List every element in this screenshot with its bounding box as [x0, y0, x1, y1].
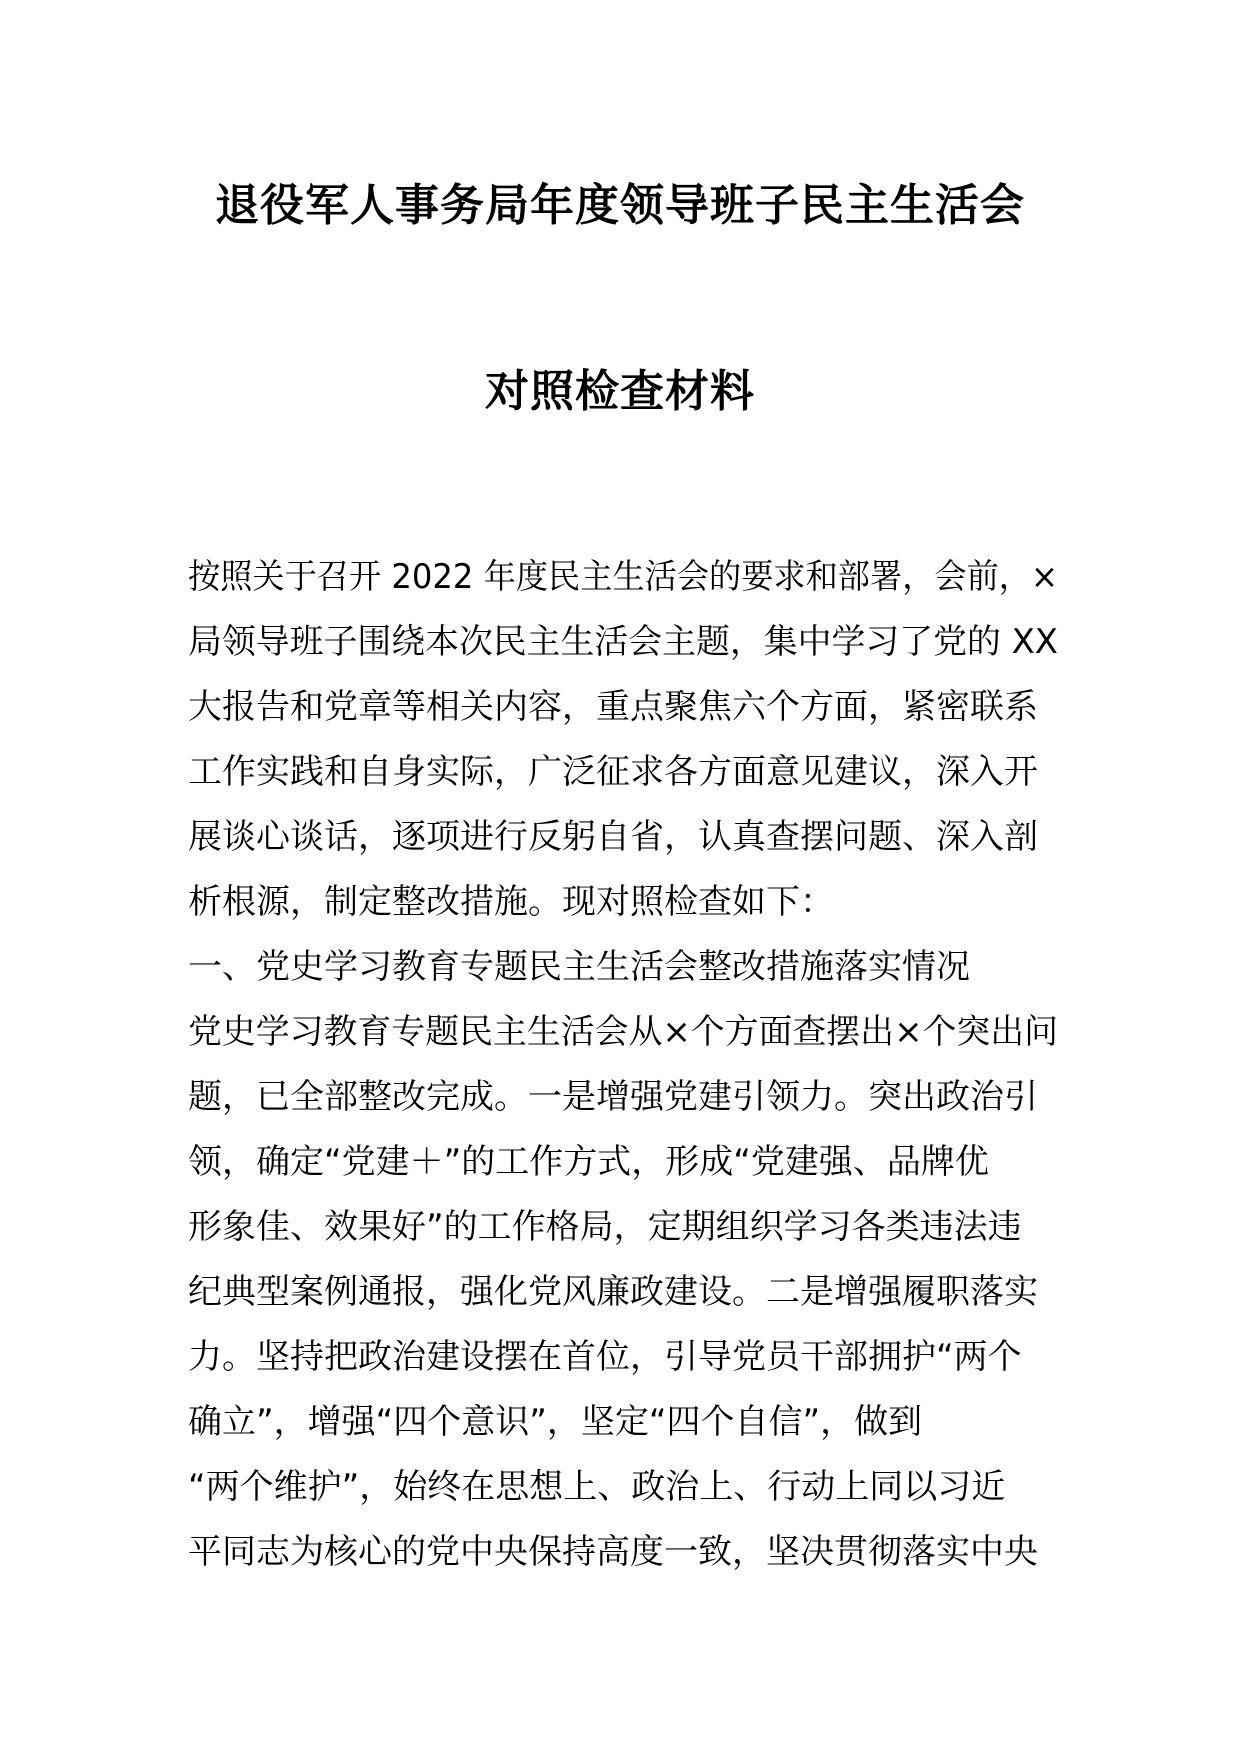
body-line-text: 展谈心谈话，逐项进行反躬自省，认真查摆问题、深入剖 — [188, 817, 1038, 857]
body-line — [188, 610, 1058, 675]
body-line-text: 大报告和党章等相关内容，重点聚焦六个方面，紧密联系 — [188, 687, 1038, 727]
body-line-text: 确立”，增强“四个意识”，坚定“四个自信”，做到 — [188, 1402, 923, 1442]
body-line — [188, 675, 1058, 740]
document-title-line-2: 对照检查材料 — [485, 366, 755, 417]
body-line-text: 领，确定“党建＋”的工作方式，形成“党建强、品牌优 — [188, 1142, 989, 1182]
body-line-text: 纪典型案例通报，强化党风廉政建设。二是增强履职落实 — [188, 1272, 1038, 1312]
body-line-text: 按照关于召开 2022 年度民主生活会的要求和部署，会前，× — [188, 557, 1058, 597]
body-line — [188, 1065, 1058, 1130]
body-line — [188, 1000, 1058, 1065]
body-line-text: 局领导班子围绕本次民主生活会主题，集中学习了党的 XX — [188, 622, 1058, 662]
body-line — [188, 740, 1058, 805]
body-line — [188, 1455, 1058, 1520]
body-line-text: 党史学习教育专题民主生活会从×个方面查摆出×个突出问 — [188, 1012, 1058, 1052]
body-line — [188, 870, 1058, 935]
body-line-text: 平同志为核心的党中央保持高度一致，坚决贯彻落实中央 — [188, 1532, 1038, 1572]
body-line — [188, 1195, 1058, 1260]
section-heading-text: 一、党史学习教育专题民主生活会整改措施落实情况 — [188, 947, 970, 987]
document-body — [188, 545, 1058, 1585]
body-line — [188, 1390, 1058, 1455]
body-line-text: 析根源，制定整改措施。现对照检查如下： — [188, 882, 834, 922]
body-line — [188, 805, 1058, 870]
body-line — [188, 1520, 1058, 1585]
body-line-text: “两个维护”，始终在思想上、政治上、行动上同以习近 — [188, 1467, 1006, 1507]
body-line-text: 题，已全部整改完成。一是增强党建引领力。突出政治引 — [188, 1077, 1038, 1117]
body-line-text: 工作实践和自身实际，广泛征求各方面意见建议，深入开 — [188, 752, 1038, 792]
body-line-text: 力。坚持把政治建设摆在首位，引导党员干部拥护“两个 — [188, 1337, 1022, 1377]
body-line — [188, 1130, 1058, 1195]
body-line — [188, 1325, 1058, 1390]
body-line — [188, 545, 1058, 610]
section-heading — [188, 935, 1058, 1000]
document-title-line-1: 退役军人事务局年度领导班子民主生活会 — [215, 180, 1025, 231]
body-line-text: 形象佳、效果好”的工作格局，定期组织学习各类违法违 — [188, 1207, 1022, 1247]
body-line — [188, 1260, 1058, 1325]
